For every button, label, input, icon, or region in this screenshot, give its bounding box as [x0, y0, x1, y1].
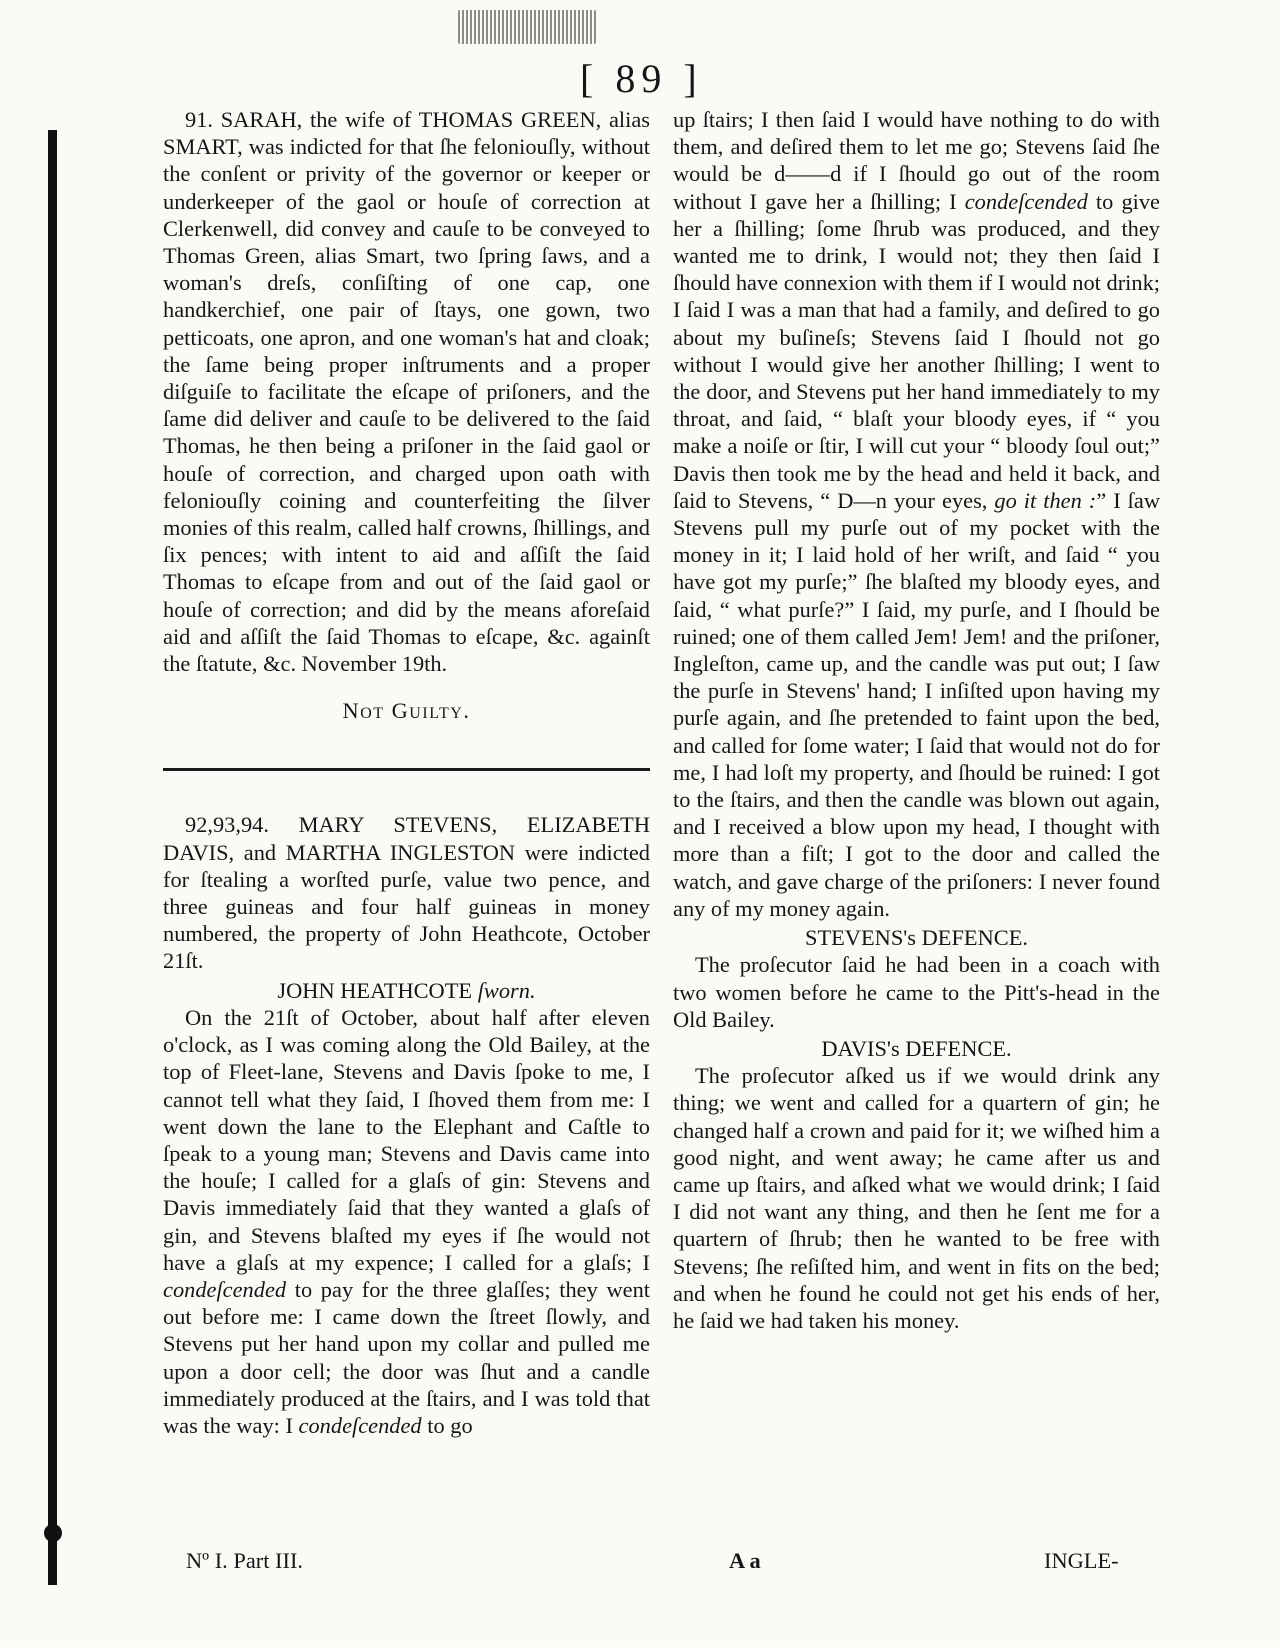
stevens-defence-heading: STEVENS's DEFENCE. — [805, 925, 1028, 951]
verdict-not-guilty: Not Guilty. — [342, 698, 471, 724]
witness-heading — [163, 977, 650, 1004]
footer-issue: Nº I. Part III. — [186, 1548, 303, 1573]
continued-italic-1: condeſcended — [964, 188, 1088, 214]
testimony-part-c: to go — [421, 1412, 473, 1438]
header-ornament — [458, 10, 596, 44]
continued-part-c: ” I ſaw Stevens pull my purſe out of my pocket with the money in it; I laid hold of her wriſt, and ſaid “ you have got my purſe;” ſhe blaſted my bloody eyes, and ſaid, “ what purſe?” I ſaid, my purſe, and I ſhould be ruined; one of them called Jem! Jem! and the priſoner, Ingleſton, came up, and the candle was put out; I ſaw the purſe in Stevens' hand; I inſiſted upon having my purſe again, and ſhe pretended to faint upon the bed, and called for ſome water; I ſaid that would not do for me, I had loſt my property, and ſhould be ruined: I got to the ſtairs, and then the candle was blown out again, and I received a blow upon my head, I thought with more than a fiſt; I got to the door and called the watch, and gave charge of the priſoners: I never found any of my money again. — [673, 487, 1160, 921]
continued-part-b: to give her a ſhilling; ſome ſhrub was produced, and they wanted me to drink, I would not; they then ſaid I ſhould have connexion with them if I would not drink; I ſaid I was a man that had a family, and deſired to go about my buſineſs; Stevens ſaid I ſhould not go without I would give her another ſhilling; I went to the door, and Stevens put her hand immediately to my throat, and ſaid, “ blaſt your bloody eyes, if “ you make a noiſe or ſtir, I will cut your “ bloody ſoul out;” Davis then took me by the head and held it back, and ſaid to Stevens, “ D—n your eyes, — [673, 188, 1160, 513]
testimony-italic-2: condeſcended — [298, 1412, 422, 1438]
testimony-paragraph — [163, 1004, 650, 1439]
page-number: [ 89 ] — [580, 56, 703, 101]
davis-defence-heading: DAVIS's DEFENCE. — [821, 1035, 1012, 1061]
footer-catchword: INGLE- — [1044, 1548, 1119, 1573]
footer-signature: A a — [729, 1548, 761, 1573]
testimony-part-a: On the 21ſt of October, about half after eleven o'clock, as I was coming along the Old Bailey, at the top of Fleet-lane, Stevens and Davis ſpoke to me, I cannot tell what they ſaid, I ſhoved them from me: I went down the lane to the Elephant and Caſtle to ſpeak to a young man; Stevens and Davis came into the houſe; I called for a glaſs of gin: Stevens and Davis immediately ſaid that they wanted a glaſs of gin, and Stevens blaſted my eyes if ſhe would not have a glaſs at my expence; I called for a glaſs; I — [163, 1004, 650, 1275]
witness-sworn: ſworn. — [477, 977, 536, 1003]
case-92-94-paragraph: 92,93,94. MARY STEVENS, ELIZABETH DAVIS, and MARTHA INGLESTON were indicted for ſtealing a worſted purſe, value two pence, and three guineas and four half guineas in money numbered, the property of John Heathcote, October 21ſt. — [163, 812, 650, 974]
binding-mark — [44, 1524, 62, 1542]
binding-rule — [48, 130, 57, 1585]
continued-italic-2: go it then : — [994, 487, 1097, 513]
witness-name: JOHN HEATHCOTE — [277, 977, 473, 1003]
davis-defence-text: The proſecutor aſked us if we would drink any thing; we went and called for a quartern of gin; he changed half a crown and paid for it; we wiſhed him a good night, and went away; he came after us and came up ſtairs, and aſked what we would drink; I ſaid I did not want any thing, and then he ſent me for a quartern of ſhrub; then he wanted to be free with Stevens; ſhe reſiſted him, and went in fits on the bed; and when he found he could not get his ends of her, he ſaid we had taken his money. — [673, 1063, 1160, 1333]
continued-part-a: up ſtairs; I then ſaid I would have nothing to do with them, and deſired them to let me go; Stevens ſaid ſhe would be d——d if I ſhould go out of the room without I gave her a ſhilling; I — [673, 107, 1160, 214]
stevens-defence-text: The proſecutor ſaid he had been in a coach with two women before he came to the Pitt's-head in the Old Bailey. — [673, 952, 1160, 1032]
testimony-part-b: to pay for the three glaſſes; they went out before me: I came down the ſtreet ſlowly, and Stevens put her hand upon my collar and pulled me upon a door cell; the door was ſhut and a candle immediately produced at the ſtairs, and I was told that was the way: I — [163, 1276, 650, 1438]
right-column — [673, 106, 1160, 1334]
testimony-continued — [673, 106, 1160, 922]
left-column — [163, 106, 650, 1439]
case-91-paragraph: 91. SARAH, the wife of THOMAS GREEN, alias SMART, was indicted for that ſhe feloniouſly, without the conſent or privity of the governor or keeper or underkeeper of the gaol or houſe of correction at Clerkenwell, did convey and cauſe to be conveyed to Thomas Green, alias Smart, two ſpring ſaws, and a woman's dreſs, conſiſting of one cap, one handkerchief, one pair of ſtays, one gown, two petticoats, one apron, and one woman's hat and cloak; the ſame being proper inſtruments and a proper diſguiſe to facilitate the eſcape of priſoners, and the ſame did deliver and cauſe to be delivered to the ſaid Thomas, he then being a priſoner in the ſaid gaol or houſe of correction, and charged upon oath with feloniouſly coining and counterfeiting the ſilver monies of this realm, called half crowns, ſhillings, and ſix pences; with intent to aid and aſſiſt the ſaid Thomas to eſcape from and out of the ſaid gaol or houſe of correction; and did by the means aforeſaid aid and aſſiſt the ſaid Thomas to eſcape, &c. againſt the ſtatute, &c. November 19th. — [163, 107, 650, 677]
divider-spacing — [163, 771, 650, 811]
testimony-italic-1: condeſcended — [163, 1276, 287, 1302]
